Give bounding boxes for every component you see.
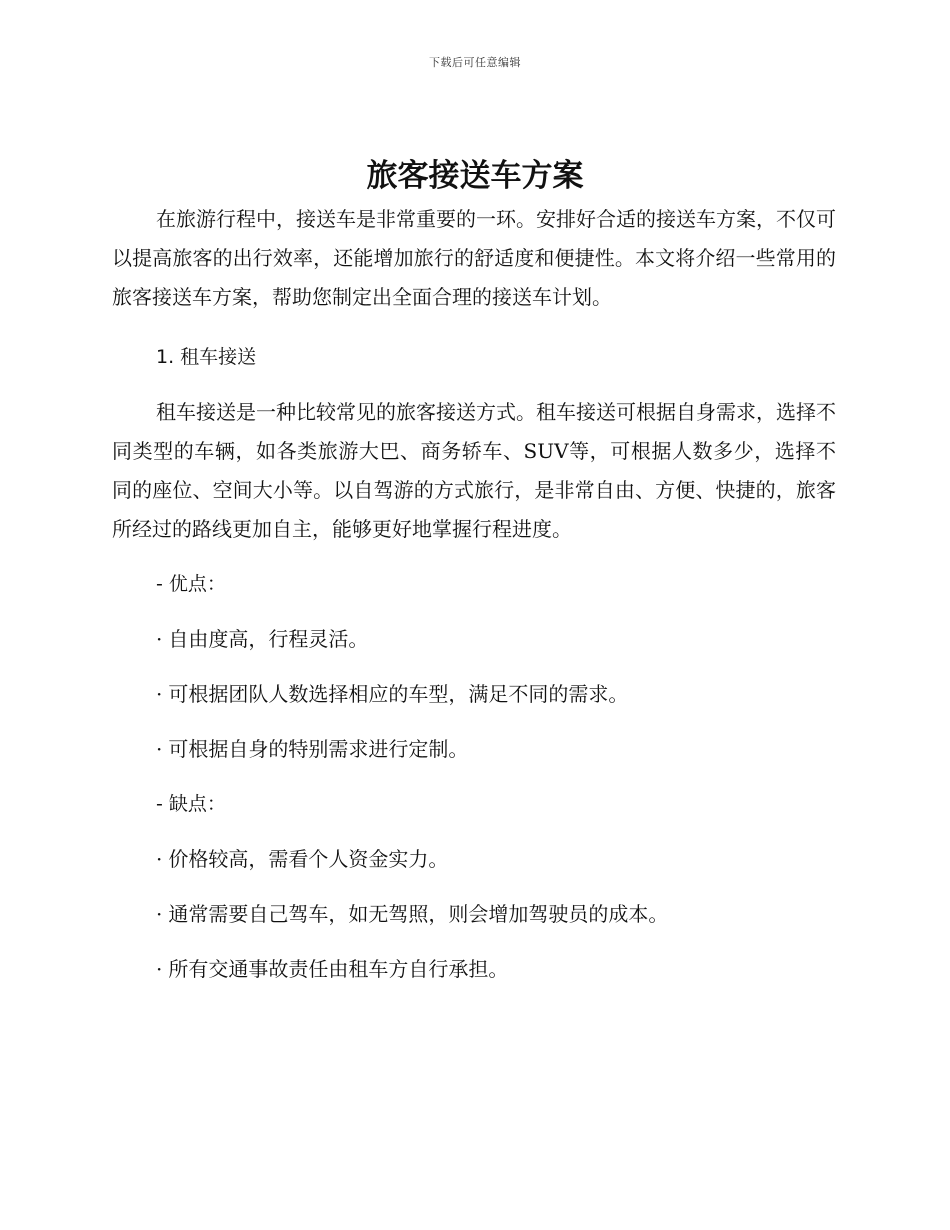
bullet-icon: · xyxy=(156,737,163,761)
list-item-text: 通常需要自己驾车，如无驾照，则会增加驾驶员的成本。 xyxy=(168,902,669,926)
section-heading-car-rental: 1. 租车接送 xyxy=(156,346,257,368)
bullet-icon: · xyxy=(156,627,163,651)
list-item xyxy=(156,895,836,934)
pros-list xyxy=(112,620,836,769)
list-item-text: 所有交通事故责任由租车方自行承担。 xyxy=(168,957,509,981)
bullet-icon: · xyxy=(156,847,163,871)
list-item xyxy=(156,840,836,879)
page-title: 旅客接送车方案 xyxy=(366,158,584,194)
list-item-text: 价格较高，需看个人资金实力。 xyxy=(168,847,449,871)
bullet-icon: · xyxy=(156,902,163,926)
list-item xyxy=(156,620,836,659)
document-body xyxy=(112,200,836,989)
list-item xyxy=(156,950,836,989)
list-item xyxy=(156,730,836,769)
pros-heading: - 优点： xyxy=(156,573,226,595)
bullet-icon: · xyxy=(156,957,163,981)
section-body-car-rental: 租车接送是一种比较常见的旅客接送方式。租车接送可根据自身需求，选择不同类型的车辆，如各类旅游大巴、商务轿车、SUV等，可根据人数多少，选择不同的座位、空间大小等。以自驾游的方式旅行，是非常自由、方便、快捷的，旅客所经过的路线更加自主，能够更好地掌握行程进度。 xyxy=(112,400,836,541)
intro-paragraph: 在旅游行程中，接送车是非常重要的一环。安排好合适的接送车方案，不仅可以提高旅客的出行效率，还能增加旅行的舒适度和便捷性。本文将介绍一些常用的旅客接送车方案，帮助您制定出全面合理的接送车计划。 xyxy=(112,207,836,309)
cons-list xyxy=(112,840,836,989)
header-note: 下载后可任意编辑 xyxy=(429,56,521,69)
bullet-icon: · xyxy=(156,682,163,706)
cons-heading: - 缺点： xyxy=(156,793,226,815)
list-item-text: 可根据团队人数选择相应的车型，满足不同的需求。 xyxy=(168,682,629,706)
list-item-text: 自由度高，行程灵活。 xyxy=(168,627,369,651)
list-item-text: 可根据自身的特别需求进行定制。 xyxy=(168,737,469,761)
list-item xyxy=(156,675,836,714)
